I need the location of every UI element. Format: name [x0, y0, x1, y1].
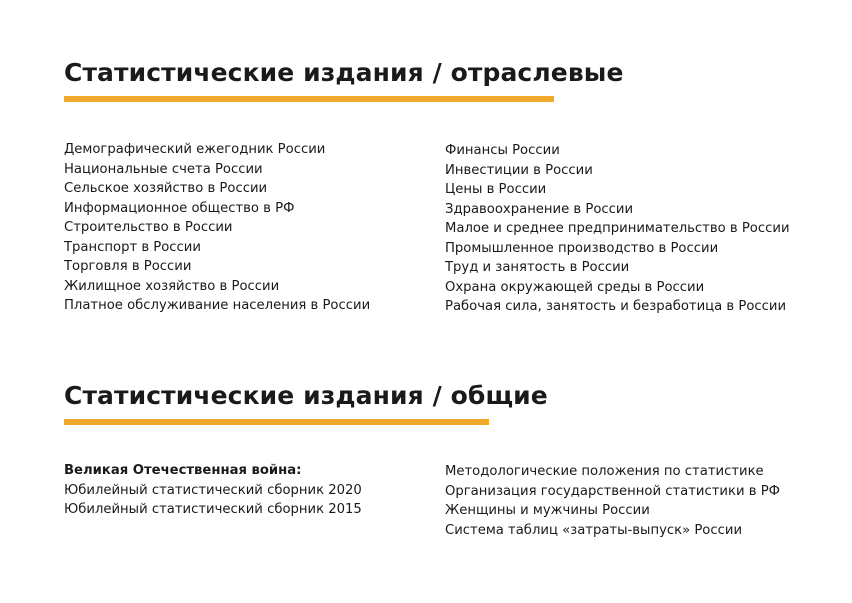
- industry-section-header: [64, 58, 624, 102]
- list-heading: Великая Отечественная война:: [64, 463, 302, 478]
- general-section-title: Статистические издания / общие: [64, 381, 548, 410]
- industry-section-title: Статистические издания / отраслевые: [64, 58, 624, 87]
- general-right-list: [445, 462, 780, 540]
- list-item[interactable]: Труд и занятость в России: [445, 260, 630, 275]
- list-item[interactable]: Система таблиц «затраты-выпуск» России: [445, 522, 743, 538]
- list-item[interactable]: Платное обслуживание населения в России: [64, 298, 371, 313]
- list-item[interactable]: Цены в России: [445, 182, 547, 197]
- list-item[interactable]: Юбилейный статистический сборник 2020: [64, 482, 362, 498]
- general-left-list: [64, 461, 362, 520]
- list-item[interactable]: Сельское хозяйство в России: [64, 181, 268, 196]
- list-item[interactable]: Национальные счета России: [64, 161, 263, 177]
- industry-right-list: [445, 141, 790, 317]
- list-item[interactable]: Строительство в России: [64, 220, 233, 235]
- list-item[interactable]: Жилищное хозяйство в России: [64, 278, 280, 294]
- list-item[interactable]: Организация государственной статистики в РФ: [445, 483, 780, 499]
- general-section-header: [64, 381, 548, 425]
- list-item[interactable]: Юбилейный статистический сборник 2015: [64, 502, 362, 517]
- list-item[interactable]: Женщины и мужчины России: [445, 503, 650, 518]
- list-item[interactable]: Торговля в России: [64, 259, 192, 274]
- list-item[interactable]: Финансы России: [445, 143, 560, 158]
- list-item[interactable]: Здравоохранение в России: [445, 201, 634, 217]
- list-item[interactable]: Промышленное производство в России: [445, 240, 719, 256]
- list-item[interactable]: Малое и среднее предпринимательство в России: [445, 221, 790, 236]
- list-item[interactable]: Охрана окружающей среды в России: [445, 279, 705, 295]
- list-item[interactable]: Методологические положения по статистике: [445, 464, 764, 479]
- list-item[interactable]: Демографический ежегодник России: [64, 142, 326, 157]
- list-item[interactable]: Инвестиции в России: [445, 162, 593, 178]
- general-title-underline: [64, 419, 489, 425]
- industry-title-underline: [64, 96, 554, 102]
- list-item[interactable]: Рабочая сила, занятость и безработица в России: [445, 299, 787, 314]
- industry-left-list: [64, 140, 370, 316]
- list-item[interactable]: Транспорт в России: [64, 239, 201, 255]
- list-item[interactable]: Информационное общество в РФ: [64, 200, 295, 216]
